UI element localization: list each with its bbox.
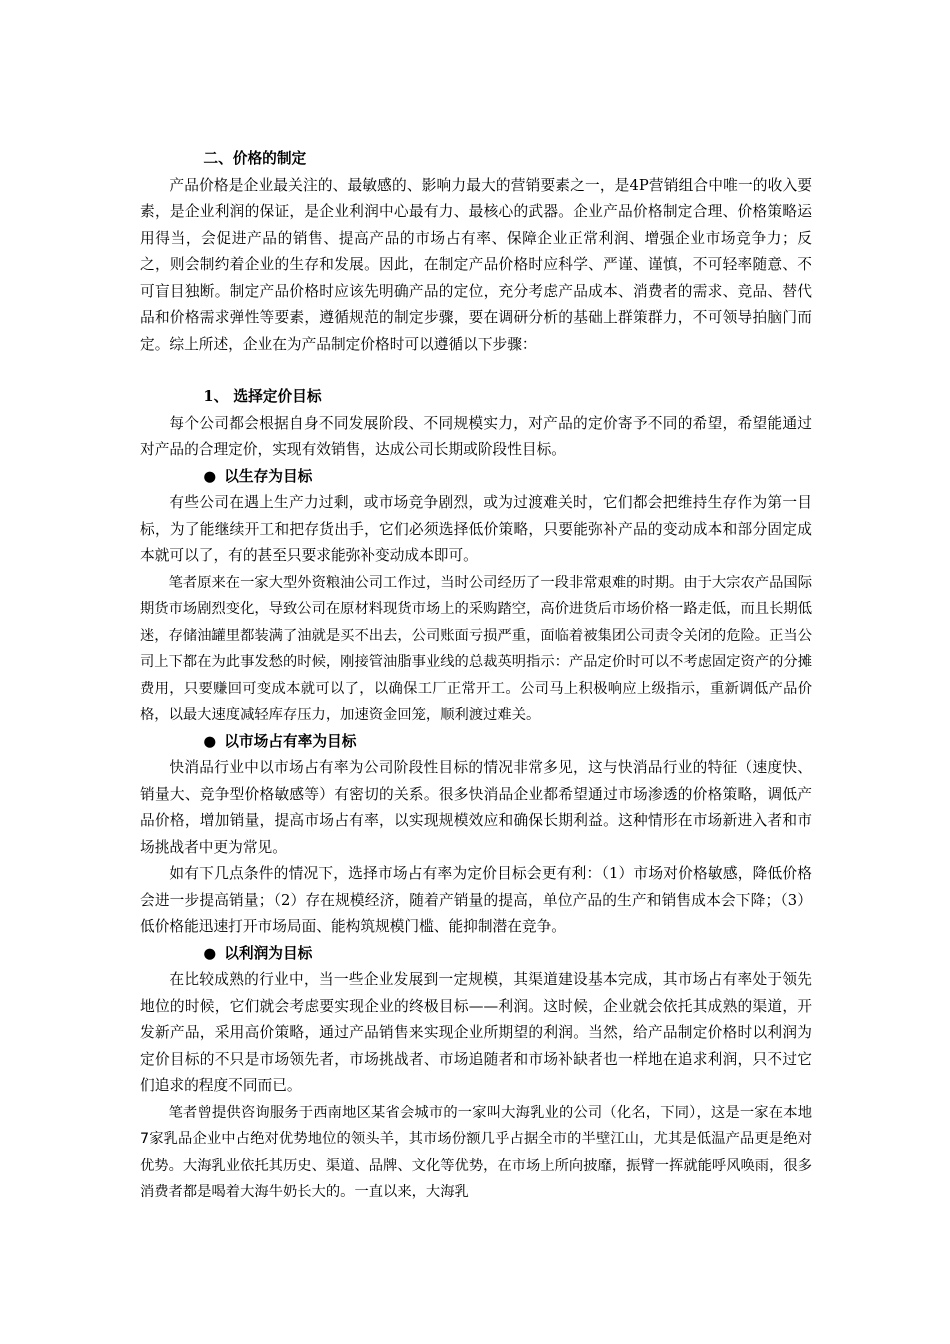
goal-market-share-title: 以市场占有率为目标: [224, 732, 357, 750]
goal-survival-case: 笔者原来在一家大型外资粮油公司工作过，当时公司经历了一段非常艰难的时期。由于大宗农产品国际期货市场剧烈变化，导致公司在原材料现货市场上的采购踏空，高价进货后市场价格一路走低，而且长期低迷，存储油罐里都装满了油就是买不出去，公司账面亏损严重，面临着被集团公司责令关闭的危险。正当公司上下都在为此事发愁的时候，刚接管油脂事业线的总裁英明指示：产品定价时可以不考虑固定资产的分摊费用，只要赚回可变成本就可以了，以确保工厂正常开工。公司马上积极响应上级指示，重新调低产品价格，以最大速度减轻库存压力，加速资金回笼，顺利渡过难关。: [140, 574, 812, 723]
goal-profit-heading: [140, 941, 812, 968]
step1-title: 1、 选择定价目标: [203, 388, 322, 405]
bullet-icon: ●: [203, 732, 217, 750]
goal-profit-title: 以利润为目标: [224, 944, 313, 962]
bullet-icon: ●: [203, 944, 217, 962]
document-page: [140, 146, 812, 1206]
bullet-icon: ●: [203, 467, 217, 485]
intro-paragraph: 产品价格是企业最关注的、最敏感的、影响力最大的营销要素之一，是4P营销组合中唯一的收入要素，是企业利润的保证，是企业利润中心最有力、最核心的武器。企业产品价格制定合理、价格策略运用得当，会促进产品的销售、提高产品的市场占有率、保障企业正常利润、增强企业市场竞争力；反之，则会制约着企业的生存和发展。因此，在制定产品价格时应科学、严谨、谨慎，不可轻率随意、不可盲目独断。制定产品价格时应该先明确产品的定位，充分考虑产品成本、消费者的需求、竞品、替代品和价格需求弹性等要素，遵循规范的制定步骤，要在调研分析的基础上群策群力，不可领导拍脑门而定。综上所述，企业在为产品制定价格时可以遵循以下步骤：: [140, 176, 812, 353]
goal-survival-heading: [140, 464, 812, 491]
goal-market-share-conditions: 如有下几点条件的情况下，选择市场占有率为定价目标会更有利：（1）市场对价格敏感，降低价格会进一步提高销量；（2）存在规模经济，随着产销量的提高，单位产品的生产和销售成本会下降；（3）低价格能迅速打开市场局面、能构筑规模门槛、能抑制潜在竞争。: [140, 865, 812, 935]
goal-profit-case: 笔者曾提供咨询服务于西南地区某省会城市的一家叫大海乳业的公司（化名，下同），这是一家在本地7家乳品企业中占绝对优势地位的领头羊，其市场份额几乎占据全市的半壁江山，尤其是低温产品更是绝对优势。大海乳业依托其历史、渠道、品牌、文化等优势，在市场上所向披靡，振臂一挥就能呼风唤雨，很多消费者都是喝着大海牛奶长大的。一直以来，大海乳: [140, 1104, 812, 1200]
step1-paragraph: 每个公司都会根据自身不同发展阶段、不同规模实力，对产品的定价寄予不同的希望，希望能通过对产品的合理定价，实现有效销售，达成公司长期或阶段性目标。: [140, 414, 812, 458]
goal-market-share-paragraph: 快消品行业中以市场占有率为公司阶段性目标的情况非常多见，这与快消品行业的特征（速度快、销量大、竞争型价格敏感等）有密切的关系。很多快消品企业都希望通过市场渗透的价格策略，调低产品价格，增加销量，提高市场占有率，以实现规模效应和确保长期利益。这种情形在市场新进入者和市场挑战者中更为常见。: [140, 759, 812, 856]
section-title: 二、价格的制定: [203, 150, 307, 167]
goal-survival-title: 以生存为目标: [224, 467, 313, 485]
goal-profit-paragraph: 在比较成熟的行业中，当一些企业发展到一定规模，其渠道建设基本完成，其市场占有率处于领先地位的时候，它们就会考虑要实现企业的终极目标——利润。这时候，企业就会依托其成熟的渠道，开发新产品，采用高价策略，通过产品销售来实现企业所期望的利润。当然，给产品制定价格时以利润为定价目标的不只是市场领先者，市场挑战者、市场追随者和市场补缺者也一样地在追求利润，只不过它们追求的程度不同而已。: [140, 971, 812, 1094]
goal-market-share-heading: [140, 729, 812, 756]
goal-survival-paragraph: 有些公司在遇上生产力过剩，或市场竞争剧烈，或为过渡难关时，它们都会把维持生存作为第一目标，为了能继续开工和把存货出手，它们必须选择低价策略，只要能弥补产品的变动成本和部分固定成本就可以了，有的甚至只要求能弥补变动成本即可。: [140, 494, 812, 564]
